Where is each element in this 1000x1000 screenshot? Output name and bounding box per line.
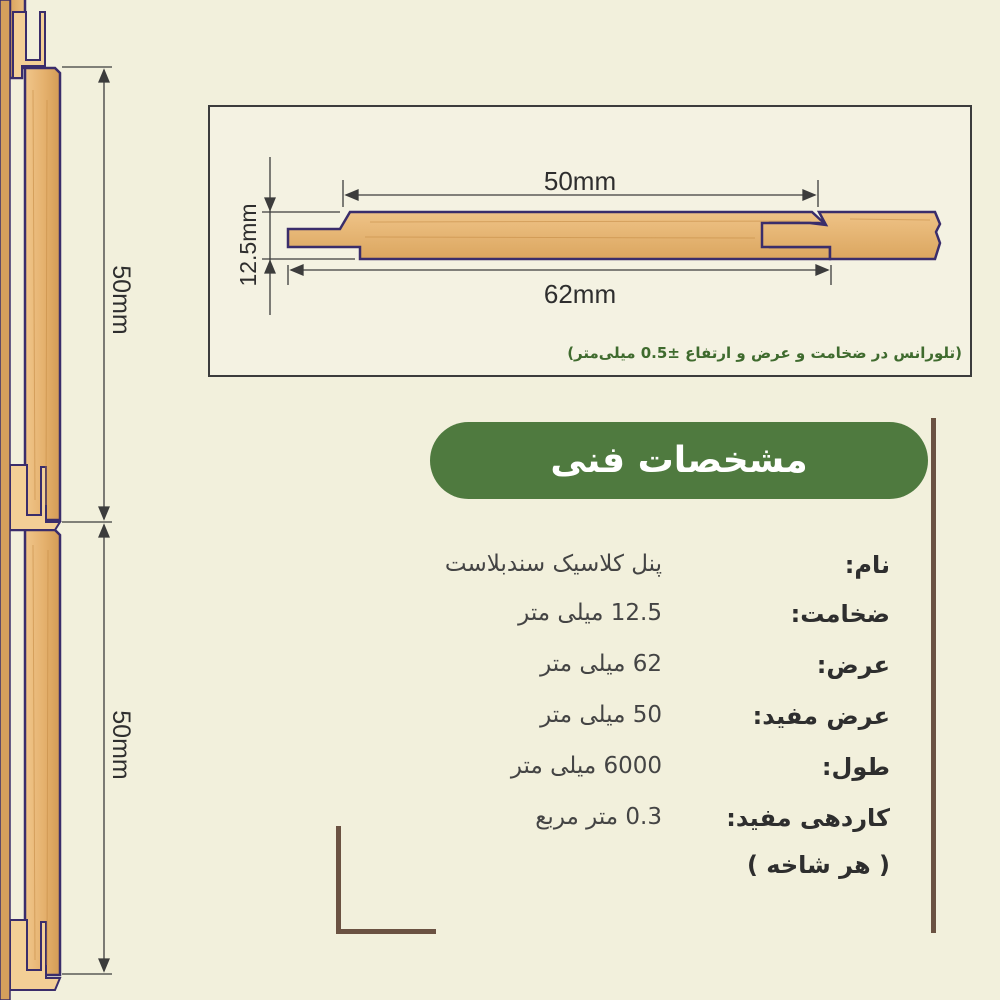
spec-label: عرض: bbox=[816, 651, 890, 679]
dim-top-label: 50mm bbox=[107, 265, 135, 335]
spec-label: عرض مفید: bbox=[752, 702, 890, 730]
spec-value: 6000 میلی متر bbox=[510, 753, 662, 779]
tolerance-note: (تلورانس در ضخامت و عرض و ارتفاع ±0.5 میلی‌متر) bbox=[567, 344, 962, 362]
spec-label: نام: bbox=[844, 551, 890, 579]
spec-row-thickness bbox=[0, 600, 1000, 640]
spec-label: ضخامت: bbox=[790, 600, 890, 628]
spec-value: 12.5 میلی متر bbox=[518, 600, 662, 626]
spec-value: پنل کلاسیک سندبلاست bbox=[444, 551, 662, 577]
specs-title: مشخصات فنی bbox=[550, 440, 808, 481]
spec-value: 0.3 متر مربع bbox=[535, 804, 662, 830]
coverage-note: ( هر شاخه ) bbox=[746, 851, 890, 879]
dim-bottom-label: 50mm bbox=[107, 710, 135, 780]
spec-label: کاردهی مفید: bbox=[726, 804, 890, 832]
spec-row-length bbox=[0, 753, 1000, 793]
decorative-corner-horizontal bbox=[336, 929, 436, 934]
spec-label: طول: bbox=[821, 753, 890, 781]
dim-thickness: 12.5mm bbox=[235, 203, 261, 287]
spec-value: 62 میلی متر bbox=[540, 651, 662, 677]
spec-row-name bbox=[0, 551, 1000, 591]
panel-cross-section bbox=[288, 212, 830, 259]
panel-profile-illustration bbox=[0, 0, 140, 1000]
specs-title-banner bbox=[430, 422, 928, 499]
dim-total-width: 62mm bbox=[543, 279, 617, 309]
spec-row-width bbox=[0, 651, 1000, 691]
spec-row-coverage bbox=[0, 804, 1000, 844]
spec-row-useful-width bbox=[0, 702, 1000, 742]
cross-section-drawing bbox=[210, 107, 970, 375]
dim-useful-width: 50mm bbox=[543, 166, 617, 196]
wall-strip bbox=[0, 0, 10, 1000]
technical-drawing-box bbox=[208, 105, 972, 377]
spec-value: 50 میلی متر bbox=[540, 702, 662, 728]
